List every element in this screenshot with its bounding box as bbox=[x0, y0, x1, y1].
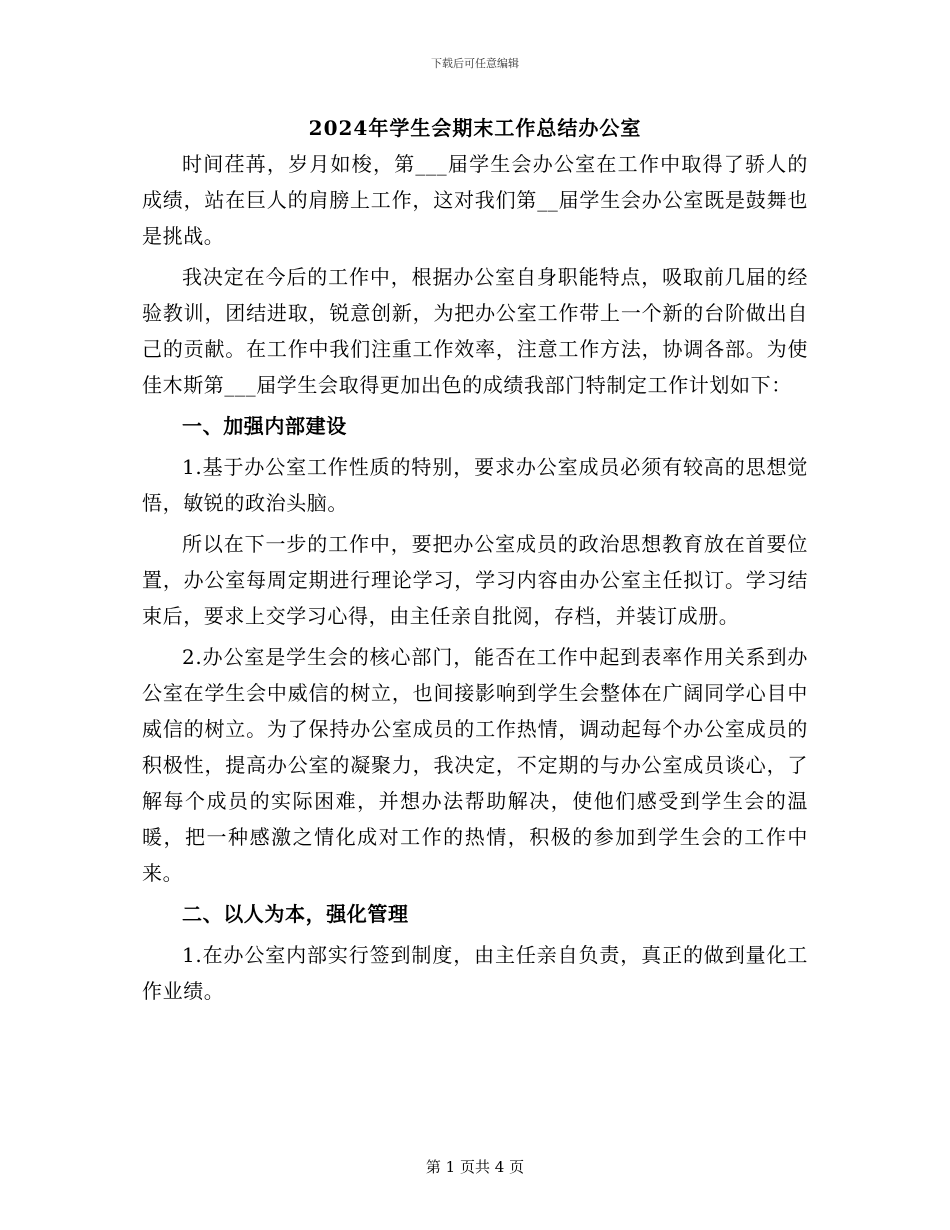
paragraph: 2.办公室是学生会的核心部门，能否在工作中起到表率作用关系到办公室在学生会中威信的树立，也间接影响到学生会整体在广阔同学心目中威信的树立。为了保持办公室成员的工作热情，调动起每个办公室成员的积极性，提高办公室的凝聚力，我决定，不定期的与办公室成员谈心，了解每个成员的实际困难，并想办法帮助解决，使他们感受到学生会的温暖，把一种感激之情化成对工作的热情，积极的参加到学生会的工作中来。 bbox=[142, 645, 808, 885]
paragraph: 1.基于办公室工作性质的特别，要求办公室成员必须有较高的思想觉悟，敏锐的政治头脑。 bbox=[142, 455, 808, 515]
paragraph: 所以在下一步的工作中，要把办公室成员的政治思想教育放在首要位置，办公室每周定期进行理论学习，学习内容由办公室主任拟订。学习结束后，要求上交学习心得，由主任亲自批阅，存档，并装订成册。 bbox=[142, 532, 808, 628]
section-heading: 二、以人为本，强化管理 bbox=[182, 902, 409, 926]
paragraph: 我决定在今后的工作中，根据办公室自身职能特点，吸取前几届的经验教训，团结进取，锐意创新，为把办公室工作带上一个新的台阶做出自己的贡献。在工作中我们注重工作效率，注意工作方法，协调各部。为使佳木斯第___届学生会取得更加出色的成绩我部门特制定工作计划如下： bbox=[142, 265, 808, 397]
document-body bbox=[142, 114, 808, 1014]
page-number: 第 1 页共 4 页 bbox=[425, 1158, 525, 1176]
paragraph: 1.在办公室内部实行签到制度，由主任亲自负责，真正的做到量化工作业绩。 bbox=[142, 943, 808, 1003]
header-note: 下载后可任意编辑 bbox=[431, 57, 519, 70]
section-heading: 一、加强内部建设 bbox=[182, 414, 347, 438]
document-title: 2024年学生会期末工作总结办公室 bbox=[308, 116, 642, 140]
paragraph: 时间荏苒，岁月如梭，第___届学生会办公室在工作中取得了骄人的成绩，站在巨人的肩膀上工作，这对我们第__届学生会办公室既是鼓舞也是挑战。 bbox=[142, 152, 808, 248]
